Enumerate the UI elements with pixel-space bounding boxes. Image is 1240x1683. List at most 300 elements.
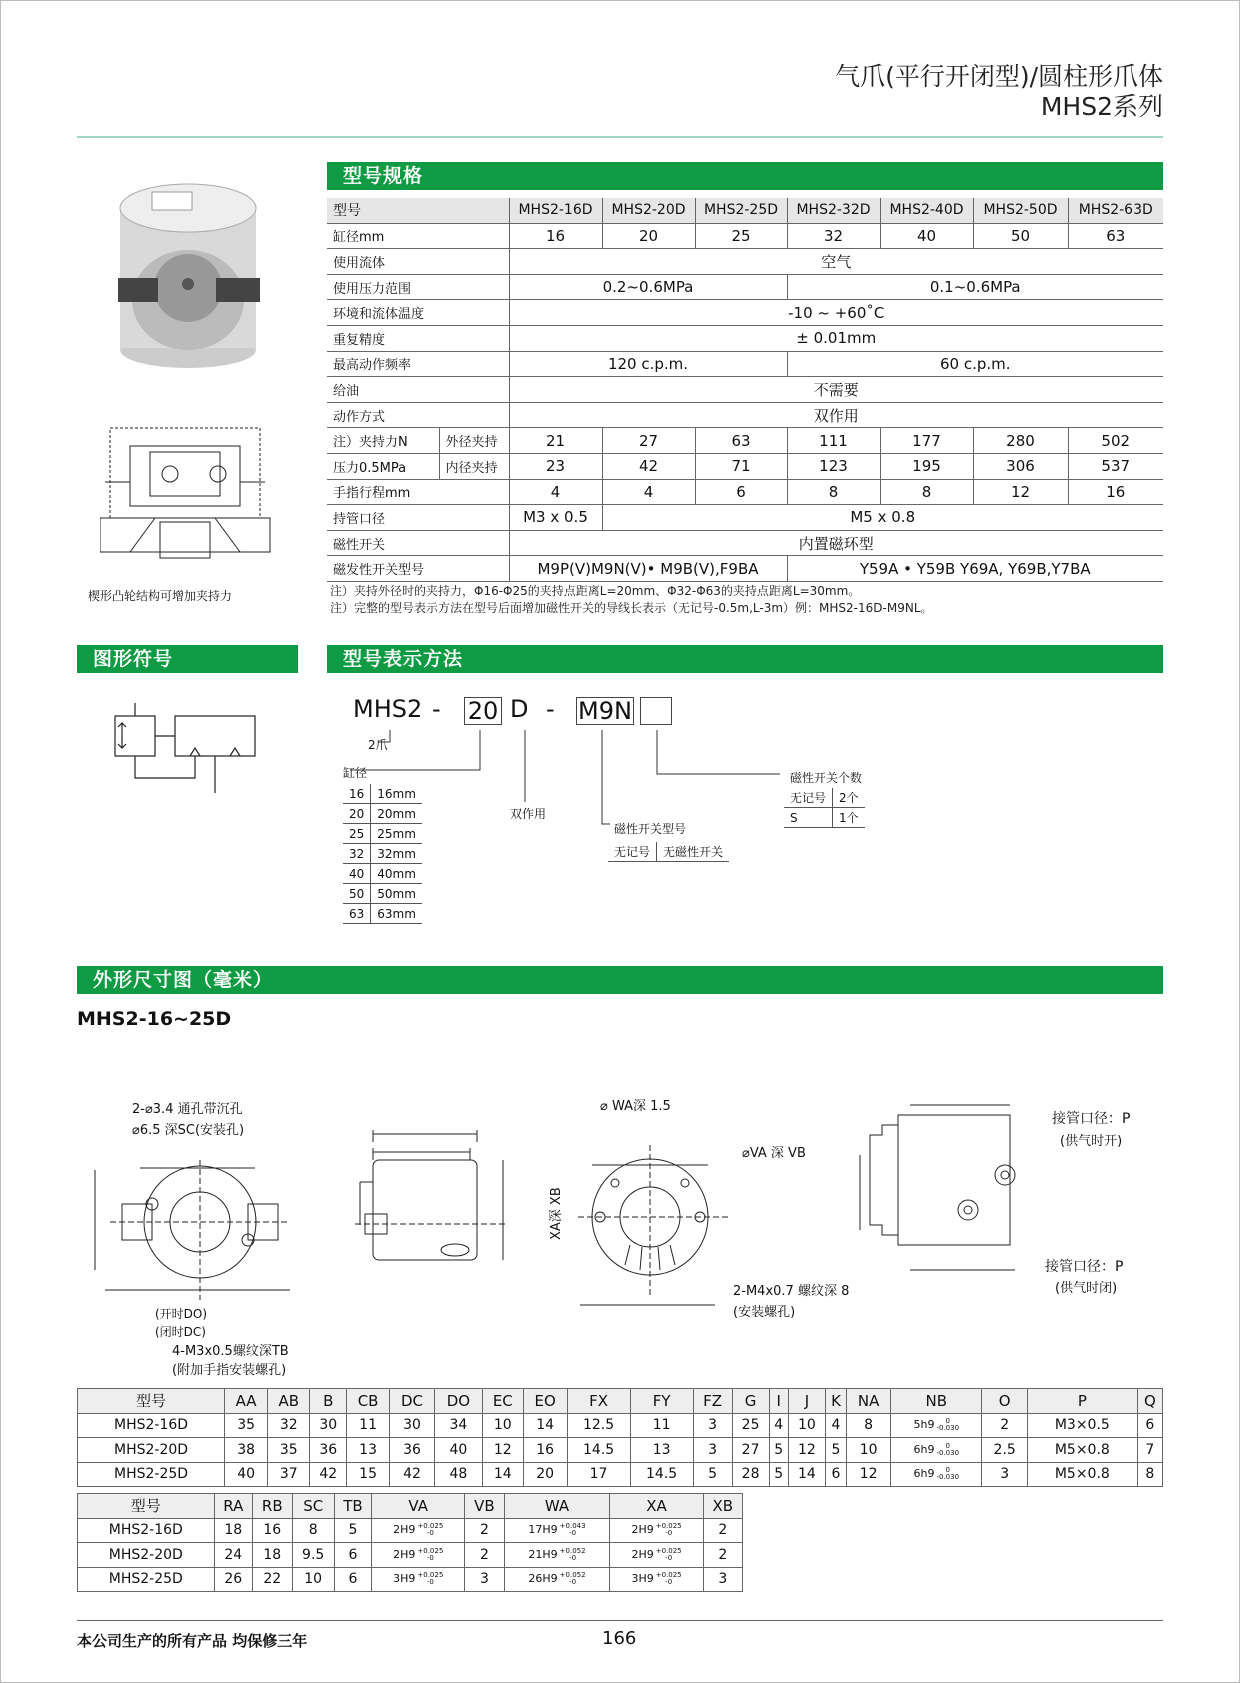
model-cell: MHS2-16D: [78, 1413, 225, 1438]
table-row: [78, 1543, 743, 1568]
value-cell: 12: [847, 1462, 891, 1487]
spec-row-freq: [327, 351, 1163, 377]
model-cell: MHS2-25D: [695, 198, 787, 223]
table-row: [78, 1438, 1163, 1463]
pressure-value-b: 0.1~0.6MPa: [787, 274, 1163, 300]
header-cell: P: [1027, 1389, 1137, 1414]
bore-code-row: [343, 864, 422, 884]
label-port-close: 接管口径：P: [1045, 1259, 1124, 1275]
value-cell: 13: [630, 1438, 693, 1463]
order-count-box: [640, 697, 672, 725]
tolerance-lower: -0: [426, 1578, 434, 1587]
footer-warranty: 本公司生产的所有产品 均保修三年: [77, 1632, 308, 1650]
label-outer: 外径夹持: [439, 428, 509, 454]
outer-force-cell: 502: [1068, 428, 1163, 454]
model-cell: MHS2-16D: [509, 198, 602, 223]
switch-count-row: [784, 788, 865, 808]
switch-type-table: [608, 842, 729, 862]
label-close: (闭时DC): [155, 1325, 206, 1339]
bore-code-row: [343, 784, 422, 804]
tolerance-cell: 2H9 +0.025 -0: [610, 1518, 703, 1543]
cross-section-drawing: [100, 422, 275, 587]
spec-row-lube: [327, 377, 1163, 403]
value-cell: 15: [347, 1462, 390, 1487]
inner-force-cell: 71: [695, 453, 787, 479]
note-2: 注）完整的型号表示方法在型号后面增加磁性开关的导线长表示（无记号-0.5m,L-3m）例：MHS2-16D-M9NL。: [330, 601, 933, 615]
label-m4-note: (安装螺孔): [733, 1305, 796, 1320]
header-cell: XA: [610, 1494, 703, 1519]
bore-code: 32: [343, 844, 371, 864]
value-cell: 5: [769, 1438, 788, 1463]
label-open: (开时DO): [155, 1307, 208, 1321]
tolerance-lower: -0: [569, 1529, 577, 1538]
header-cell: RA: [214, 1494, 252, 1519]
value-cell: 37: [268, 1462, 310, 1487]
model-cell: MHS2-16D: [78, 1518, 215, 1543]
header-cell: TB: [334, 1494, 371, 1519]
value-cell: 17: [567, 1462, 630, 1487]
tolerance-fit: [656, 1548, 682, 1562]
section-bar-ordering: 型号表示方法: [327, 645, 1163, 673]
outer-force-cell: 27: [602, 428, 695, 454]
tolerance-lower: -0: [426, 1553, 434, 1562]
header-cell: DO: [435, 1389, 483, 1414]
tolerance-upper: +0.025: [417, 1571, 444, 1580]
value-cell: 16: [252, 1518, 292, 1543]
value-cell: 3: [982, 1462, 1028, 1487]
value-cell: 6: [334, 1567, 371, 1592]
stroke-cell: 4: [602, 479, 695, 505]
model-cell: MHS2-20D: [78, 1543, 215, 1568]
bore-size: 20mm: [371, 804, 422, 824]
bore-code-table: [343, 784, 422, 924]
value-cell: 48: [435, 1462, 483, 1487]
value-cell: 34: [435, 1413, 483, 1438]
value-cell: 25: [732, 1413, 769, 1438]
value-cell: 8: [1137, 1462, 1162, 1487]
table-row: [78, 1518, 743, 1543]
tolerance-fit: [417, 1548, 443, 1562]
spec-row-port: [327, 505, 1163, 531]
spec-row-action: [327, 402, 1163, 428]
label-hole: 2-⌀3.4 通孔带沉孔: [132, 1102, 243, 1117]
tolerance-upper: +0.025: [655, 1522, 682, 1531]
tolerance-lower: -0.030: [936, 1448, 960, 1457]
value-cell: 3: [465, 1567, 504, 1592]
value-cell: 5: [769, 1462, 788, 1487]
header-cell: I: [769, 1389, 788, 1414]
spec-row-repeat: [327, 325, 1163, 351]
switch-count-desc: 1个: [833, 808, 865, 828]
stroke-cell: 12: [973, 479, 1068, 505]
switch-count-code: 无记号: [784, 788, 833, 808]
tolerance-lower: -0: [426, 1529, 434, 1538]
spec-row-bore: [327, 223, 1163, 249]
value-cell: 36: [310, 1438, 347, 1463]
tolerance-cell: 21H9 +0.052 -0: [504, 1543, 610, 1568]
tolerance-fit: [417, 1572, 443, 1586]
value-cell: 20: [523, 1462, 567, 1487]
port-value-b: M5 x 0.8: [602, 505, 1163, 531]
value-cell: 11: [630, 1413, 693, 1438]
value-cell: 10: [482, 1413, 523, 1438]
freq-value-b: 60 c.p.m.: [787, 351, 1163, 377]
stroke-cell: 16: [1068, 479, 1163, 505]
label-pressure: 使用压力范围: [327, 274, 509, 300]
tolerance-fit: [560, 1572, 586, 1586]
label-inner: 内径夹持: [439, 453, 509, 479]
value-cell: 6: [1137, 1413, 1162, 1438]
label-m4: 2-M4x0.7 螺纹深 8: [733, 1284, 850, 1299]
value-cell: 3: [693, 1438, 732, 1463]
value-cell: 14: [523, 1413, 567, 1438]
label-port: 持管口径: [327, 505, 509, 531]
label-action: 动作方式: [327, 402, 509, 428]
spec-row-fluid: [327, 249, 1163, 275]
value-cell: M5×0.8: [1027, 1438, 1137, 1463]
header-cell: VB: [465, 1494, 504, 1519]
bore-code-row: [343, 844, 422, 864]
order-bore-label: 缸径: [343, 766, 368, 780]
outer-force-cell: 177: [880, 428, 973, 454]
order-action: D: [510, 695, 529, 723]
tolerance-fit: [417, 1523, 443, 1537]
pressure-value-a: 0.2~0.6MPa: [509, 274, 787, 300]
tolerance-cell: 2H9 +0.025 -0: [372, 1543, 465, 1568]
fluid-value: 空气: [509, 249, 1163, 275]
section-bar-symbol: 图形符号: [77, 645, 298, 673]
label-switch-model: 磁发性开关型号: [327, 556, 509, 582]
switch-model-b: Y59A • Y59B Y69A, Y69B,Y7BA: [787, 556, 1163, 582]
tolerance-lower: -0: [569, 1578, 577, 1587]
value-cell: 4: [825, 1413, 846, 1438]
header-cell: WA: [504, 1494, 610, 1519]
bore-code: 40: [343, 864, 371, 884]
tolerance-cell: 6h9 0 -0.030: [891, 1438, 982, 1463]
lube-value: 不需要: [509, 377, 1163, 403]
header-cell: 型号: [78, 1494, 215, 1519]
value-cell: 6: [334, 1543, 371, 1568]
label-thread: 4-M3x0.5螺纹深TB: [172, 1344, 289, 1359]
tolerance-lower: -0.030: [936, 1473, 960, 1482]
dimension-table-2-header: [78, 1494, 743, 1519]
tolerance-cell: 3H9 +0.025 -0: [372, 1567, 465, 1592]
order-prefix: MHS2: [353, 695, 423, 723]
value-cell: 8: [847, 1413, 891, 1438]
value-cell: 12: [482, 1438, 523, 1463]
bore-cell: 63: [1068, 223, 1163, 249]
header-rule: [77, 136, 1163, 138]
order-bore-box: 20: [464, 697, 502, 725]
header-cell: SC: [292, 1494, 334, 1519]
label-fluid: 使用流体: [327, 249, 509, 275]
tolerance-upper: +0.025: [417, 1522, 444, 1531]
value-cell: 3: [693, 1413, 732, 1438]
model-cell: MHS2-20D: [602, 198, 695, 223]
side-view-drawing: [345, 1120, 530, 1280]
spec-row-outer: [327, 428, 1163, 454]
label-freq: 最高动作频率: [327, 351, 509, 377]
tolerance-cell: 2H9 +0.025 -0: [610, 1543, 703, 1568]
switch-count-row: [784, 808, 865, 828]
inner-force-cell: 42: [602, 453, 695, 479]
outer-force-cell: 280: [973, 428, 1068, 454]
value-cell: 42: [310, 1462, 347, 1487]
tolerance-cell: 5h9 0 -0.030: [891, 1413, 982, 1438]
value-cell: 18: [252, 1543, 292, 1568]
header-cell: VA: [372, 1494, 465, 1519]
bore-cell: 20: [602, 223, 695, 249]
port-value-a: M3 x 0.5: [509, 505, 602, 531]
front-view-drawing: [90, 1140, 310, 1315]
value-cell: 18: [214, 1518, 252, 1543]
order-action-label: 双作用: [510, 807, 547, 821]
bore-size: 16mm: [371, 784, 422, 804]
label-bore: 缸径mm: [327, 223, 509, 249]
model-cell: MHS2-25D: [78, 1567, 215, 1592]
repeat-value: ± 0.01mm: [509, 325, 1163, 351]
spec-row-pressure: [327, 274, 1163, 300]
dimensions-model-title: MHS2-16~25D: [77, 1008, 232, 1030]
header-cell: O: [982, 1389, 1028, 1414]
section-bar-spec: 型号规格: [327, 162, 1163, 190]
temp-value: -10 ~ +60˚C: [509, 300, 1163, 326]
label-force: 注）夹持力N: [327, 428, 439, 454]
order-switch-type-label: 磁性开关型号: [614, 822, 687, 836]
value-cell: 38: [225, 1438, 268, 1463]
switch-count-desc: 2个: [833, 788, 865, 808]
tolerance-upper: +0.052: [559, 1546, 586, 1555]
tolerance-lower: -0: [665, 1529, 673, 1538]
symbol-diagram: [110, 698, 260, 793]
value-cell: 36: [389, 1438, 434, 1463]
title-line-2: MHS2系列: [1040, 92, 1163, 121]
tolerance-upper: +0.025: [655, 1571, 682, 1580]
order-switch-box: M9N: [576, 697, 634, 725]
header-cell: DC: [389, 1389, 434, 1414]
freq-value-a: 120 c.p.m.: [509, 351, 787, 377]
value-cell: 14.5: [567, 1438, 630, 1463]
bore-code-row: [343, 824, 422, 844]
value-cell: 5: [334, 1518, 371, 1543]
model-cell: MHS2-20D: [78, 1438, 225, 1463]
order-finger-label: 2爪: [368, 738, 388, 752]
value-cell: 40: [435, 1438, 483, 1463]
spec-row-inner: [327, 453, 1163, 479]
value-cell: 10: [292, 1567, 334, 1592]
switch-count-table: [784, 788, 865, 828]
switch-type-desc: 无磁性开关: [657, 842, 730, 862]
bore-code: 63: [343, 904, 371, 924]
value-cell: 2: [703, 1543, 742, 1568]
tolerance-fit: [560, 1548, 586, 1562]
bore-size: 50mm: [371, 884, 422, 904]
value-cell: 13: [347, 1438, 390, 1463]
stroke-cell: 8: [787, 479, 880, 505]
bore-code: 50: [343, 884, 371, 904]
label-force-pressure: 压力0.5MPa: [327, 453, 439, 479]
model-cell: MHS2-25D: [78, 1462, 225, 1487]
tolerance-cell: 17H9 +0.043 -0: [504, 1518, 610, 1543]
value-cell: 2: [465, 1518, 504, 1543]
label-switch: 磁性开关: [327, 530, 509, 556]
stroke-cell: 4: [509, 479, 602, 505]
value-cell: 30: [389, 1413, 434, 1438]
label-lube: 给油: [327, 377, 509, 403]
footer-rule: [77, 1620, 1163, 1621]
header-cell: NB: [891, 1389, 982, 1414]
value-cell: 27: [732, 1438, 769, 1463]
tolerance-fit: [560, 1523, 586, 1537]
tolerance-upper: 0: [945, 1417, 950, 1426]
spec-table: [327, 198, 1163, 582]
bore-size: 63mm: [371, 904, 422, 924]
label-temp: 环境和流体温度: [327, 300, 509, 326]
bore-code-row: [343, 884, 422, 904]
model-cell: MHS2-63D: [1068, 198, 1163, 223]
value-cell: M3×0.5: [1027, 1413, 1137, 1438]
outer-force-cell: 63: [695, 428, 787, 454]
header-cell: 型号: [78, 1389, 225, 1414]
tolerance-fit: [936, 1418, 959, 1432]
table-row: [78, 1462, 1163, 1487]
switch-value: 内置磁环型: [509, 530, 1163, 556]
value-cell: 10: [788, 1413, 825, 1438]
label-thread-note: (附加手指安装螺孔): [172, 1363, 287, 1378]
value-cell: 9.5: [292, 1543, 334, 1568]
tolerance-lower: -0.030: [936, 1424, 960, 1433]
label-xa: XA深 XB: [549, 1187, 564, 1240]
value-cell: 2: [703, 1518, 742, 1543]
header-cell: FZ: [693, 1389, 732, 1414]
value-cell: 42: [389, 1462, 434, 1487]
tolerance-cell: 26H9 +0.052 -0: [504, 1567, 610, 1592]
value-cell: 4: [769, 1413, 788, 1438]
header-cell: Q: [1137, 1389, 1162, 1414]
value-cell: 30: [310, 1413, 347, 1438]
table-row: [78, 1567, 743, 1592]
header-cell: AA: [225, 1389, 268, 1414]
header-cell: K: [825, 1389, 846, 1414]
spec-row-switch-model: [327, 556, 1163, 582]
dimension-table-2: [77, 1493, 743, 1592]
bore-size: 25mm: [371, 824, 422, 844]
bore-code: 25: [343, 824, 371, 844]
inner-force-cell: 195: [880, 453, 973, 479]
value-cell: 22: [252, 1567, 292, 1592]
tolerance-upper: +0.025: [417, 1546, 444, 1555]
value-cell: 14: [788, 1462, 825, 1487]
tolerance-fit: [936, 1443, 959, 1457]
value-cell: 3: [703, 1567, 742, 1592]
header-cell: J: [788, 1389, 825, 1414]
header-cell: EO: [523, 1389, 567, 1414]
outer-force-cell: 111: [787, 428, 880, 454]
note-1: 注）夹持外径时的夹持力，Φ16-Φ25的夹持点距离L=20mm、Φ32-Φ63的夹持点距离L=30mm。: [330, 584, 861, 598]
header-cell: AB: [268, 1389, 310, 1414]
bore-size: 40mm: [371, 864, 422, 884]
switch-count-code: S: [784, 808, 833, 828]
tolerance-fit: [936, 1467, 959, 1481]
bore-code: 20: [343, 804, 371, 824]
value-cell: 2.5: [982, 1438, 1028, 1463]
switch-model-a: M9P(V)M9N(V)• M9B(V),F9BA: [509, 556, 787, 582]
value-cell: M5×0.8: [1027, 1462, 1137, 1487]
value-cell: 12: [788, 1438, 825, 1463]
spec-row-switch: [327, 530, 1163, 556]
value-cell: 14.5: [630, 1462, 693, 1487]
bore-cell: 25: [695, 223, 787, 249]
label-model: 型号: [327, 198, 509, 223]
label-port-close-note: (供气时闭): [1055, 1281, 1118, 1296]
inner-force-cell: 537: [1068, 453, 1163, 479]
header-cell: RB: [252, 1494, 292, 1519]
tolerance-cell: 3H9 +0.025 -0: [610, 1567, 703, 1592]
table-row: [78, 1413, 1163, 1438]
header-cell: NA: [847, 1389, 891, 1414]
header-cell: FX: [567, 1389, 630, 1414]
value-cell: 32: [268, 1413, 310, 1438]
stroke-cell: 8: [880, 479, 973, 505]
tolerance-upper: 0: [945, 1466, 950, 1475]
label-hole-depth: ⌀6.5 深SC(安装孔): [132, 1123, 245, 1138]
label-port-open: 接管口径：P: [1052, 1111, 1131, 1127]
header-cell: FY: [630, 1389, 693, 1414]
tolerance-fit: [656, 1572, 682, 1586]
value-cell: 35: [268, 1438, 310, 1463]
title-line-1: 气爪(平行开闭型)/圆柱形爪体: [835, 62, 1163, 91]
dimension-table-1: [77, 1388, 1163, 1487]
bore-cell: 40: [880, 223, 973, 249]
tolerance-lower: -0: [665, 1553, 673, 1562]
tolerance-upper: 0: [945, 1441, 950, 1450]
header-cell: EC: [482, 1389, 523, 1414]
model-cell: MHS2-32D: [787, 198, 880, 223]
section-bar-dimensions: 外形尺寸图（毫米）: [77, 966, 1163, 994]
value-cell: 26: [214, 1567, 252, 1592]
header-cell: XB: [703, 1494, 742, 1519]
tolerance-upper: +0.043: [559, 1522, 586, 1531]
page-number: 166: [602, 1628, 637, 1649]
value-cell: 35: [225, 1413, 268, 1438]
value-cell: 14: [482, 1462, 523, 1487]
value-cell: 5: [825, 1438, 846, 1463]
bore-code-row: [343, 904, 422, 924]
end-view-drawing: [850, 1095, 1030, 1295]
header-cell: CB: [347, 1389, 390, 1414]
tolerance-cell: 6h9 0 -0.030: [891, 1462, 982, 1487]
value-cell: 8: [292, 1518, 334, 1543]
value-cell: 24: [214, 1543, 252, 1568]
model-cell: MHS2-40D: [880, 198, 973, 223]
stroke-cell: 6: [695, 479, 787, 505]
tolerance-cell: 2H9 +0.025 -0: [372, 1518, 465, 1543]
spec-row-temp: [327, 300, 1163, 326]
tolerance-lower: -0: [569, 1553, 577, 1562]
bore-cell: 32: [787, 223, 880, 249]
order-dash-2: -: [546, 695, 555, 723]
model-cell: MHS2-50D: [973, 198, 1068, 223]
bottom-view-drawing: [570, 1125, 740, 1315]
dimension-table-1-header: [78, 1389, 1163, 1414]
value-cell: 7: [1137, 1438, 1162, 1463]
value-cell: 40: [225, 1462, 268, 1487]
order-switch-count-label: 磁性开关个数: [790, 771, 863, 785]
label-port-open-note: (供气时开): [1060, 1134, 1123, 1149]
tolerance-fit: [656, 1523, 682, 1537]
spec-row-model: [327, 198, 1163, 223]
value-cell: 2: [982, 1413, 1028, 1438]
